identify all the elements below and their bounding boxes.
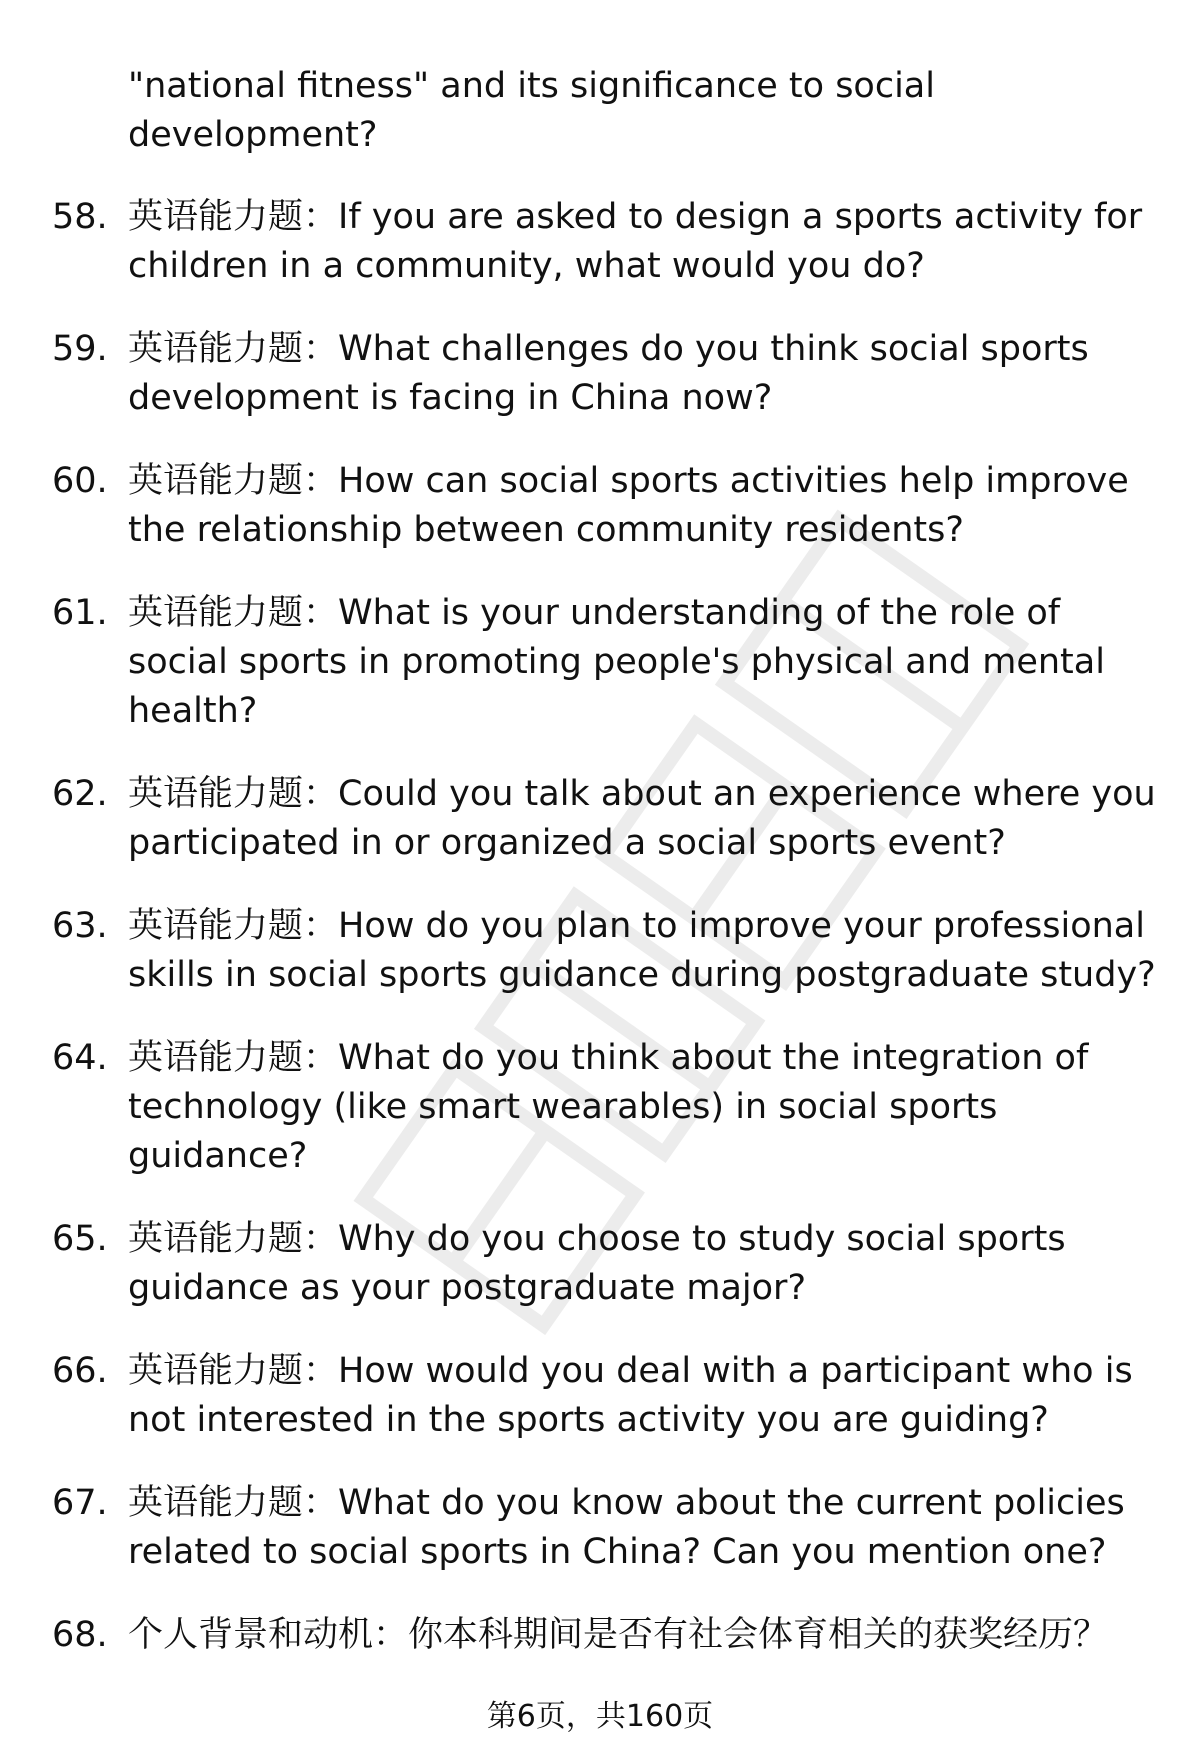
item-number: 60. [52,461,108,501]
list-item [52,325,1172,423]
item-number: 67. [52,1483,108,1523]
item-number: 62. [52,774,108,814]
item-number: 63. [52,906,108,946]
item-text: 英语能力题：How do you plan to improve your professional skills in social sports guidance during postgraduate study? [128,906,1156,995]
list-item [52,1611,1172,1660]
item-number: 68. [52,1615,108,1655]
list-item [52,1347,1172,1445]
list-item [52,1215,1172,1313]
item-number: 66. [52,1351,108,1391]
item-text: 英语能力题：If you are asked to design a sports activity for children in a community, what would you do? [128,197,1143,286]
question-list [52,193,1172,1694]
continuation-text: "national fitness" and its significance to social development? [128,66,935,155]
list-item [52,589,1172,736]
list-item [52,457,1172,555]
item-text: 英语能力题：How would you deal with a participant who is not interested in the sports activity you are guiding? [128,1351,1133,1440]
item-number: 64. [52,1038,108,1078]
item-text: 英语能力题：What do you know about the current policies related to social sports in China? Can you mention one? [128,1483,1125,1572]
item-text: 英语能力题：What is your understanding of the role of social sports in promoting people's physical and mental health? [128,593,1105,731]
item-text: 英语能力题：What do you think about the integration of technology (like smart wearables) in social sports guidance? [128,1038,1089,1176]
item-text: 英语能力题：Why do you choose to study social sports guidance as your postgraduate major? [128,1219,1066,1308]
list-item [52,1034,1172,1181]
item-number: 61. [52,593,108,633]
list-item [52,770,1172,868]
item-number: 59. [52,329,108,369]
item-number: 58. [52,197,108,237]
item-text: 个人背景和动机：你本科期间是否有社会体育相关的获奖经历？ [128,1615,1109,1655]
item-text: 英语能力题：What challenges do you think social sports development is facing in China now? [128,329,1089,418]
item-text: 英语能力题：How can social sports activities help improve the relationship between community residents? [128,461,1129,550]
item-number: 65. [52,1219,108,1259]
item-text: 英语能力题：Could you talk about an experience where you participated in or organized a social sports event? [128,774,1156,863]
page-footer: 第6页，共160页 [486,1699,714,1734]
list-item [52,902,1172,1000]
list-item [52,1479,1172,1577]
list-item [52,193,1172,291]
